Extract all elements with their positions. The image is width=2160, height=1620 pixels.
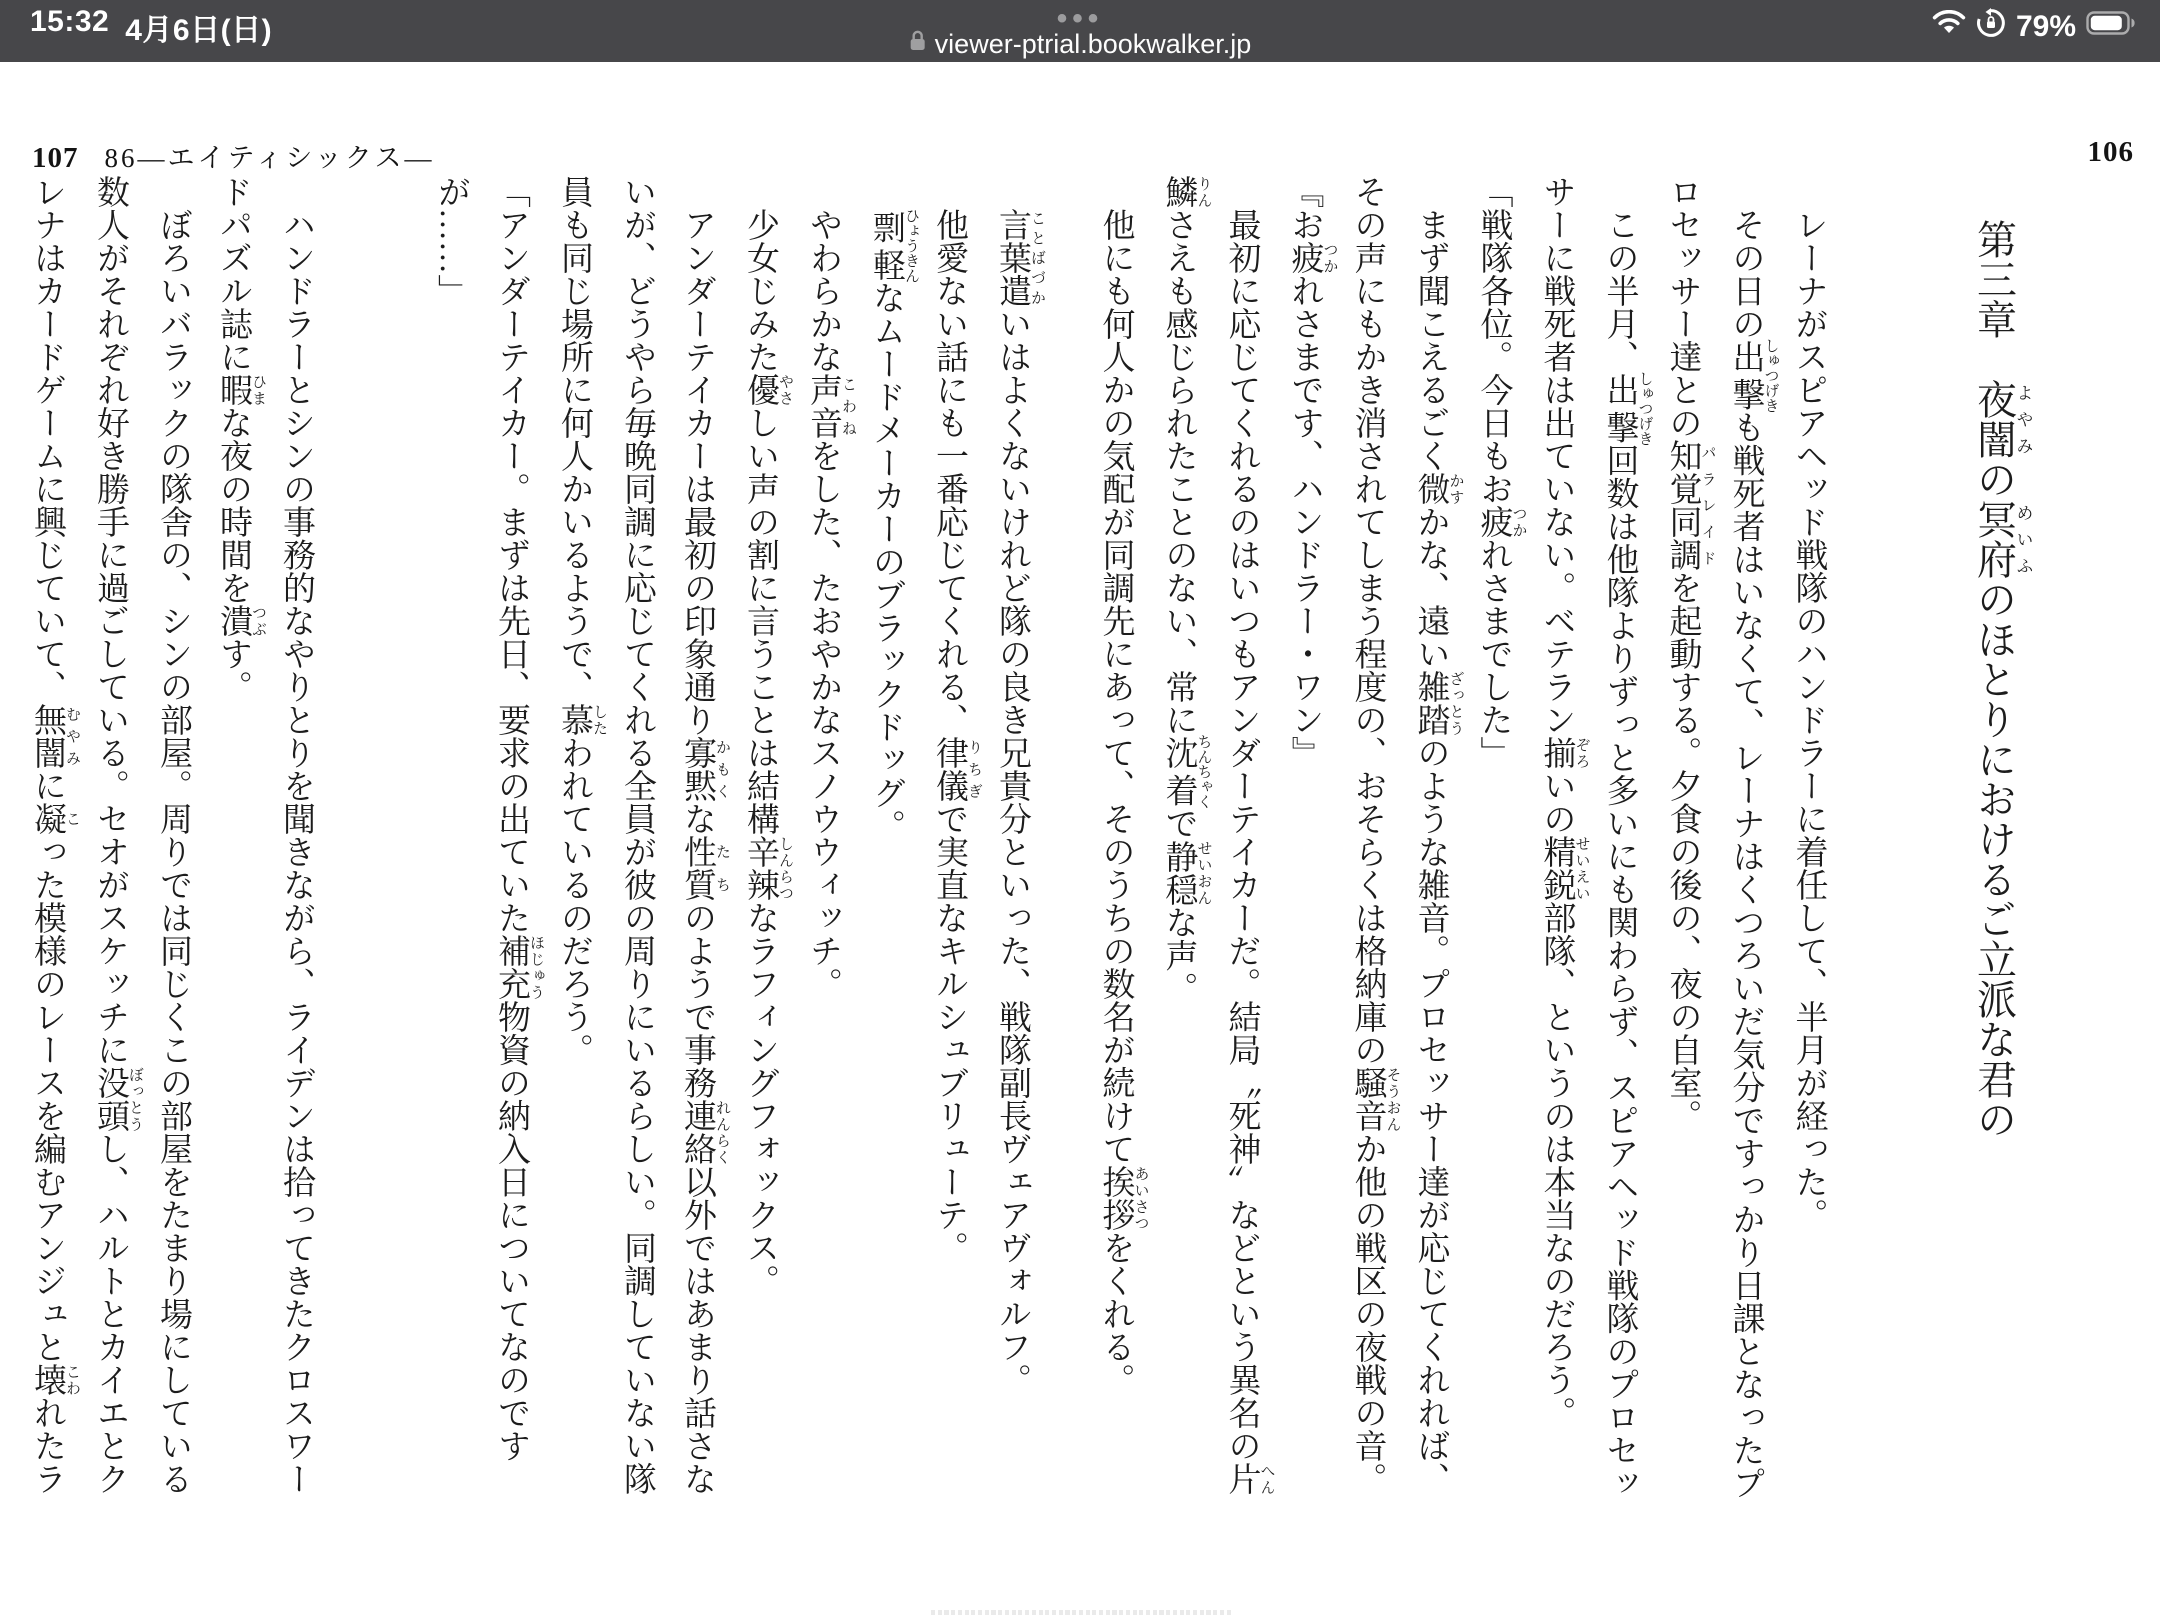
- chapter-title: 第三章 夜闇よやみの冥府めいふのほとりにおけるご立派な君の: [1971, 219, 2033, 1139]
- status-bar: [0, 0, 2160, 62]
- status-date: 4月6日(日): [125, 14, 273, 47]
- battery-icon: [2086, 10, 2136, 44]
- text-column: いが、どうやら毎晩同調に応じてくれる全員が彼の周りにいるらしい。同調していない隊: [619, 175, 655, 1495]
- text-column: ぼろいバラックの隊舎の、シンの部屋。周りでは同じくこの部屋をたまり場にしている: [155, 208, 191, 1495]
- rotation-lock-icon: [1976, 8, 2006, 46]
- text-column: 他愛ない話にも一番応じてくれる、律儀 りちぎで実直なキルシュブリューテ。: [931, 208, 982, 1264]
- text-column: 言葉遣 ことばづかいはよくないけれど隊の良き兄貴分といった、戦隊副長ヴェアヴォルフ。: [994, 208, 1045, 1396]
- left-page-body[interactable]: [29, 175, 1045, 1540]
- tab-dots[interactable]: •••: [1056, 2, 1104, 35]
- text-column: が……」: [433, 175, 469, 307]
- text-column: 数人がそれぞれ好き勝手に過ごしている。セオがスケッチに没頭 ぼっとうし、ハルトとカイエとク: [92, 175, 143, 1495]
- text-column: この半月、出撃 しゅつげき回数は他隊よりずっと多いにも関わらず、スピアヘッド戦隊のプロセッ: [1601, 208, 1653, 1500]
- lock-icon: [909, 29, 927, 60]
- text-column: 剽軽 ひょうきんなムードメーカーのブラックドッグ。: [868, 208, 919, 842]
- text-column: 『お疲 つかれさまです、ハンドラー・ワン』: [1286, 175, 1338, 769]
- text-column: まず聞こえるごく微 かすかな、遠い雑踏 ざっとうのような雑音。プロセッサー達が応じてくれれば、: [1412, 208, 1464, 1495]
- url-text: viewer-ptrial.bookwalker.jp: [934, 29, 1252, 59]
- text-column: アンダーテイカーは最初の印象通り寡黙 かもくな性質 たちのようで事務連絡 れんらく以外ではあまり話さな: [679, 208, 730, 1495]
- status-left: [30, 5, 272, 49]
- book-title: 86—エイティシックス—: [104, 143, 435, 173]
- text-column: 他にも何人かの気配が同調先にあって、そのうちの数名が続けて挨拶 あいさつをくれる。: [1097, 208, 1149, 1396]
- text-column: 「アンダーテイカー。まずは先日、要求の出ていた補充 ほじゅう物資の納入日についてなのです: [493, 175, 544, 1462]
- right-page-header: [2088, 136, 2135, 169]
- left-page-number: 107: [32, 142, 79, 174]
- text-column: 少女じみた優 やさしい声の割に言うことは結構辛辣 しんらつなラフィングフォックス。: [742, 208, 793, 1297]
- page-progress-ticks[interactable]: [931, 1610, 1231, 1615]
- text-column: 「戦隊各位。今日もお疲 つかれさまでした」: [1475, 175, 1527, 769]
- url-bar[interactable]: [909, 29, 1252, 60]
- text-column: ドパズル誌に暇 ひまな夜の時間を潰 つぶす。: [215, 175, 266, 703]
- clock: 15:32: [30, 5, 110, 38]
- text-column: ロセッサー達との知覚同調 パラレイドを起動する。夕食の後の、夜の自室。: [1664, 175, 1716, 1132]
- wifi-icon: [1932, 10, 1966, 44]
- left-page-header: [32, 136, 435, 175]
- text-column: ハンドラーとシンの事務的なやりとりを聞きながら、ライデンは拾ってきたクロスワー: [278, 208, 314, 1495]
- right-page-number: 106: [2087, 136, 2134, 168]
- text-column: レナはカードゲームに興じていて、無闇 むやみに凝 こった模様のレースを編むアンジュと壊 こわれたラ: [29, 175, 80, 1495]
- text-column: 鱗 りんさえも感じられたことのない、常に沈着 ちんちゃくで静穏 せいおんな声。: [1160, 175, 1212, 1005]
- battery-percent: 79%: [2015, 10, 2076, 43]
- text-column: その声にもかき消されてしまう程度の、おそらくは格納庫の騒音 そうおんか他の戦区の夜戦の音。: [1349, 175, 1401, 1495]
- text-column: その日の出撃 しゅつげきも戦死者はいなくて、レーナはくつろいだ気分ですっかり日課となったプ: [1727, 208, 1779, 1500]
- text-column: サーに戦死者は出ていない。ベテラン揃 ぞろいの精鋭 せいえい部隊、というのは本当なのだろう。: [1538, 175, 1590, 1429]
- status-right: [1932, 8, 2136, 46]
- text-column: レーナがスピアヘッド戦隊のハンドラーに着任して、半月が経った。: [1790, 208, 1827, 1231]
- text-column: やわらかな声音 こわねをした、たおやかなスノウウィッチ。: [805, 208, 856, 1000]
- text-column: 最初に応じてくれるのはいつもアンダーテイカーだ。結局〝死神〟などという異名の片 へん: [1223, 208, 1275, 1495]
- text-column: 員も同じ場所に何人かいるようで、慕 したわれているのだろう。: [556, 175, 607, 1066]
- right-page-body[interactable]: [1097, 175, 2033, 1540]
